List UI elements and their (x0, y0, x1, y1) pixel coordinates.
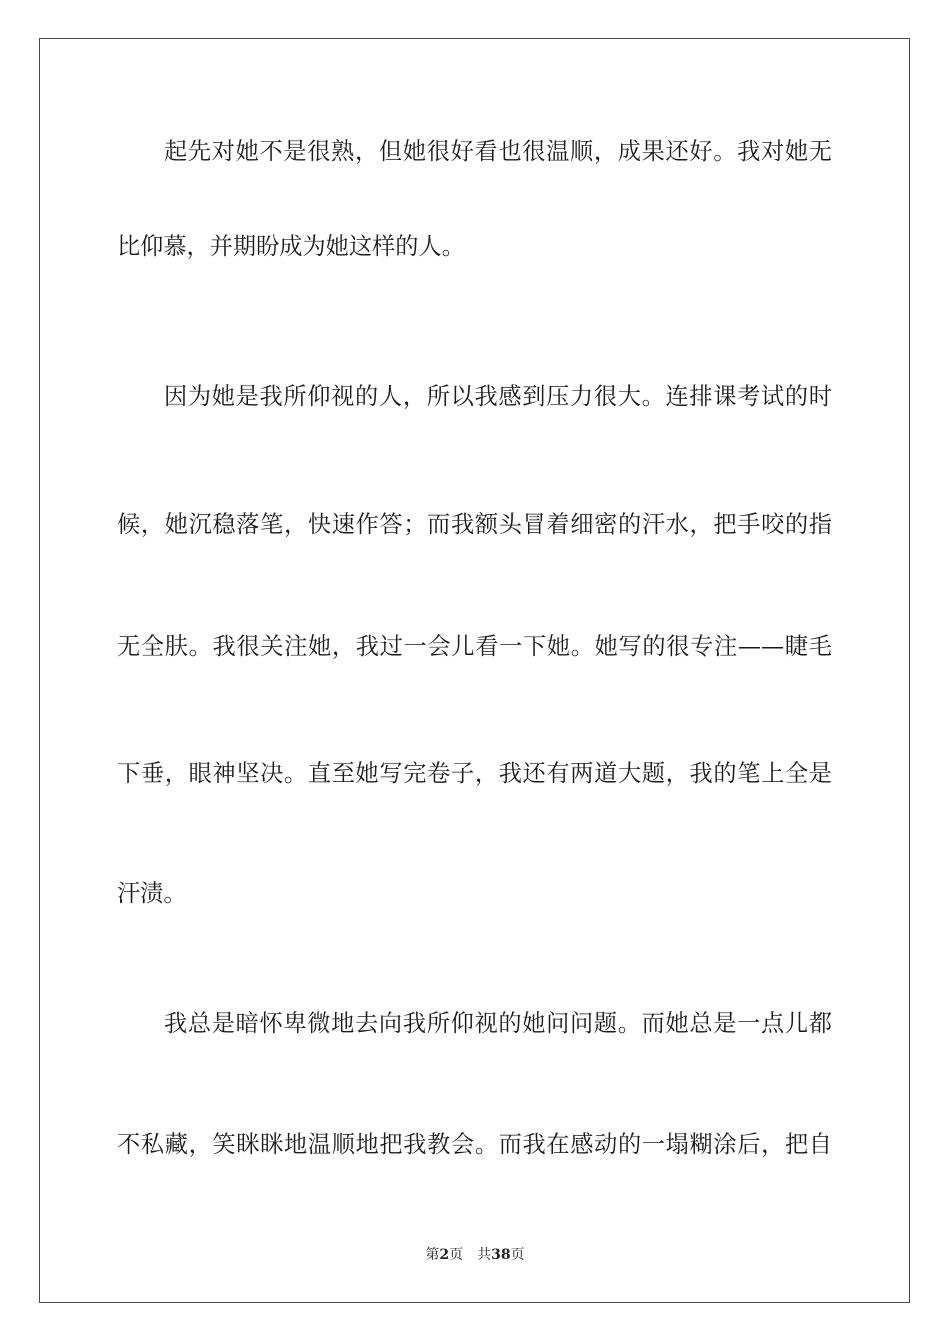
footer-total-prefix: 共 (477, 1247, 492, 1263)
footer-total-suffix: 页 (510, 1247, 525, 1263)
paragraph-2-line-4: 下垂，眼神坚决。直至她写完卷子，我还有两道大题，我的笔上全是 (117, 760, 832, 787)
paragraph-1-line-1: 起先对她不是很熟，但她很好看也很温顺，成果还好。我对她无 (164, 138, 832, 165)
footer-page-number: 2 (439, 1247, 450, 1263)
footer-page-suffix: 页 (449, 1247, 464, 1263)
paragraph-3-line-1: 我总是暗怀卑微地去向我所仰视的她问问题。而她总是一点儿都 (164, 1010, 832, 1037)
paragraph-2-line-5: 汗渍。 (117, 880, 187, 907)
page-border (39, 38, 910, 1303)
paragraph-1-line-2: 比仰慕，并期盼成为她这样的人。 (117, 233, 465, 260)
footer-total-pages: 38 (491, 1247, 511, 1263)
footer-page-prefix: 第 (425, 1247, 440, 1263)
paragraph-3-line-2: 不私藏，笑眯眯地温顺地把我教会。而我在感动的一塌糊涂后，把自 (117, 1131, 832, 1158)
paragraph-2-line-3: 无全肤。我很关注她，我过一会儿看一下她。她写的很专注——睫毛 (117, 633, 832, 660)
page-footer (0, 1246, 950, 1264)
paragraph-2-line-1: 因为她是我所仰视的人，所以我感到压力很大。连排课考试的时 (164, 383, 832, 410)
paragraph-2-line-2: 候，她沉稳落笔，快速作答；而我额头冒着细密的汗水，把手咬的指 (117, 511, 832, 538)
